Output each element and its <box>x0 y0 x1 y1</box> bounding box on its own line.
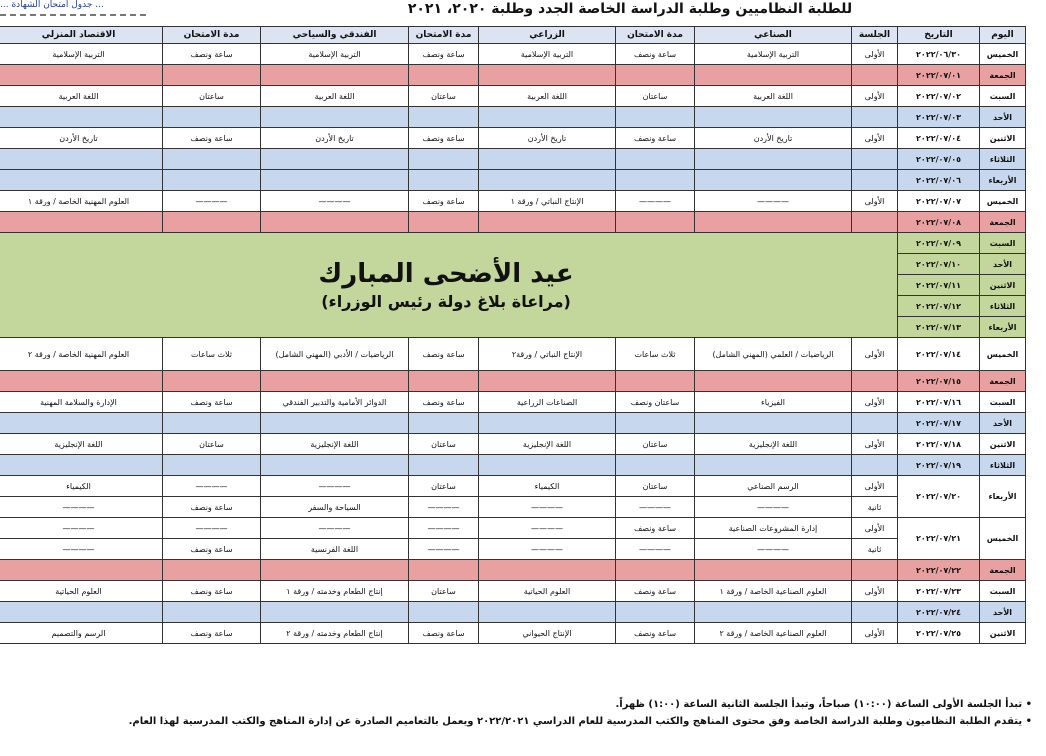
subject-cell: ساعة ونصف <box>409 44 479 65</box>
subject-cell: اللغة العربية <box>0 86 163 107</box>
empty-cell <box>616 455 695 476</box>
session-cell: الأولى <box>852 518 898 539</box>
exam-schedule-table <box>0 26 1026 644</box>
subject-cell: الكيمياء <box>479 476 616 497</box>
subject-cell: اللغة العربية <box>261 86 409 107</box>
empty-cell <box>616 107 695 128</box>
table-row <box>0 86 1026 107</box>
table-row <box>0 149 1026 170</box>
table-row <box>0 338 1026 371</box>
day-cell: السبت <box>980 581 1026 602</box>
subject-cell: ———— <box>163 518 261 539</box>
empty-cell <box>409 602 479 623</box>
subject-cell: ساعة ونصف <box>616 623 695 644</box>
day-cell: الأحد <box>980 602 1026 623</box>
empty-cell <box>695 602 852 623</box>
subject-cell: ———— <box>695 497 852 518</box>
date-cell: ٢٠٢٢/٠٧/١٤ <box>898 338 980 371</box>
subject-cell: ساعة ونصف <box>409 128 479 149</box>
day-cell: الخميس <box>980 191 1026 212</box>
subject-cell: الرياضيات / العلمي (المهني الشامل) <box>695 338 852 371</box>
empty-cell <box>163 560 261 581</box>
date-cell: ٢٠٢٢/٠٦/٣٠ <box>898 44 980 65</box>
table-row <box>0 518 1026 539</box>
empty-cell <box>261 602 409 623</box>
subject-cell: ساعة ونصف <box>163 581 261 602</box>
subject-cell: التربية الإسلامية <box>0 44 163 65</box>
table-row <box>0 107 1026 128</box>
holiday-banner <box>0 233 898 338</box>
empty-cell <box>616 149 695 170</box>
day-cell: الأربعاء <box>980 170 1026 191</box>
empty-cell <box>852 455 898 476</box>
day-cell: السبت <box>980 392 1026 413</box>
session-cell: الأولى <box>852 476 898 497</box>
subject-cell: ———— <box>616 497 695 518</box>
subject-cell: ———— <box>261 191 409 212</box>
session-cell: الأولى <box>852 434 898 455</box>
day-cell: الاثنين <box>980 275 1026 296</box>
day-cell: الجمعة <box>980 212 1026 233</box>
day-cell: الاثنين <box>980 434 1026 455</box>
date-cell: ٢٠٢٢/٠٧/٢٣ <box>898 581 980 602</box>
col-day: اليوم <box>980 27 1026 44</box>
subject-cell: ساعتان <box>616 86 695 107</box>
subject-cell: تاريخ الأردن <box>695 128 852 149</box>
subject-cell: ساعة ونصف <box>616 128 695 149</box>
subject-cell: العلوم الحياتية <box>0 581 163 602</box>
empty-cell <box>616 560 695 581</box>
table-row <box>0 413 1026 434</box>
empty-cell <box>479 560 616 581</box>
subject-cell: الإدارة والسلامة المهنية <box>0 392 163 413</box>
subject-cell: ساعة ونصف <box>409 623 479 644</box>
empty-cell <box>695 560 852 581</box>
empty-cell <box>616 413 695 434</box>
subject-cell: اللغة الإنجليزية <box>479 434 616 455</box>
empty-cell <box>163 371 261 392</box>
session-cell: الأولى <box>852 338 898 371</box>
subject-cell: التربية الإسلامية <box>261 44 409 65</box>
subject-cell: اللغة العربية <box>695 86 852 107</box>
empty-cell <box>261 560 409 581</box>
friday-row <box>0 65 1026 86</box>
empty-cell <box>163 413 261 434</box>
subject-cell: العلوم المهنية الخاصة / ورقة ٢ <box>0 338 163 371</box>
date-cell: ٢٠٢٢/٠٧/١٠ <box>898 254 980 275</box>
subject-cell: ساعة ونصف <box>409 392 479 413</box>
empty-cell <box>0 149 163 170</box>
col-home-economics: الاقتصاد المنزلي <box>0 27 163 44</box>
empty-cell <box>479 413 616 434</box>
empty-cell <box>0 413 163 434</box>
day-cell: الخميس <box>980 518 1026 560</box>
subject-cell: ساعة ونصف <box>163 44 261 65</box>
subject-cell: ———— <box>0 497 163 518</box>
subject-cell: ساعتان <box>163 434 261 455</box>
empty-cell <box>163 170 261 191</box>
empty-cell <box>261 413 409 434</box>
subject-cell: ساعة ونصف <box>163 128 261 149</box>
subject-cell: العلوم الحياتية <box>479 581 616 602</box>
day-cell: الثلاثاء <box>980 296 1026 317</box>
empty-cell <box>852 413 898 434</box>
subject-cell: ———— <box>163 191 261 212</box>
subject-cell: إنتاج الطعام وخدمته / ورقة ١ <box>261 581 409 602</box>
date-cell: ٢٠٢٢/٠٧/٠٦ <box>898 170 980 191</box>
empty-cell <box>479 107 616 128</box>
empty-cell <box>479 371 616 392</box>
subject-cell: ———— <box>409 539 479 560</box>
day-cell: الأحد <box>980 107 1026 128</box>
table-row <box>0 128 1026 149</box>
subject-cell: الكيمياء <box>0 476 163 497</box>
day-cell: السبت <box>980 86 1026 107</box>
empty-cell <box>261 170 409 191</box>
subject-cell: ساعتان ونصف <box>616 392 695 413</box>
subject-cell: الرسم الصناعي <box>695 476 852 497</box>
subject-cell: ساعة ونصف <box>163 539 261 560</box>
friday-row <box>0 560 1026 581</box>
subject-cell: اللغة الإنجليزية <box>261 434 409 455</box>
subject-cell: ———— <box>479 539 616 560</box>
empty-cell <box>695 65 852 86</box>
empty-cell <box>616 371 695 392</box>
empty-cell <box>0 602 163 623</box>
table-row <box>0 170 1026 191</box>
date-cell: ٢٠٢٢/٠٧/١٢ <box>898 296 980 317</box>
col-duration: مدة الامتحان <box>409 27 479 44</box>
subject-cell: ———— <box>616 191 695 212</box>
empty-cell <box>163 212 261 233</box>
subject-cell: ثلاث ساعات <box>163 338 261 371</box>
empty-cell <box>479 170 616 191</box>
subject-cell: ساعتان <box>409 581 479 602</box>
empty-cell <box>695 107 852 128</box>
subject-cell: اللغة العربية <box>479 86 616 107</box>
empty-cell <box>616 602 695 623</box>
day-cell: الاثنين <box>980 128 1026 149</box>
empty-cell <box>409 413 479 434</box>
empty-cell <box>695 149 852 170</box>
empty-cell <box>409 65 479 86</box>
table-row <box>0 44 1026 65</box>
subject-cell: ———— <box>0 518 163 539</box>
empty-cell <box>852 212 898 233</box>
subject-cell: ———— <box>261 518 409 539</box>
subject-cell: ساعة ونصف <box>163 623 261 644</box>
friday-row <box>0 371 1026 392</box>
date-cell: ٢٠٢٢/٠٧/٢٤ <box>898 602 980 623</box>
subject-cell: ساعتان <box>409 86 479 107</box>
subject-cell: ثلاث ساعات <box>616 338 695 371</box>
empty-cell <box>0 371 163 392</box>
session-cell: الأولى <box>852 623 898 644</box>
col-agricultural: الزراعي <box>479 27 616 44</box>
date-cell: ٢٠٢٢/٠٧/٠٢ <box>898 86 980 107</box>
subject-cell: ساعتان <box>409 434 479 455</box>
day-cell: الأربعاء <box>980 476 1026 518</box>
empty-cell <box>695 371 852 392</box>
subject-cell: الرسم والتصميم <box>0 623 163 644</box>
empty-cell <box>409 212 479 233</box>
date-cell: ٢٠٢٢/٠٧/١٣ <box>898 317 980 338</box>
session-cell: الأولى <box>852 392 898 413</box>
col-duration: مدة الامتحان <box>616 27 695 44</box>
empty-cell <box>852 371 898 392</box>
day-cell: الأربعاء <box>980 317 1026 338</box>
day-cell: الجمعة <box>980 65 1026 86</box>
holiday-row <box>0 233 1026 254</box>
subject-cell: العلوم الصناعية الخاصة / ورقة ١ <box>695 581 852 602</box>
empty-cell <box>695 455 852 476</box>
empty-cell <box>261 371 409 392</box>
empty-cell <box>852 602 898 623</box>
day-cell: الجمعة <box>980 560 1026 581</box>
subject-cell: اللغة الفرنسية <box>261 539 409 560</box>
day-cell: الجمعة <box>980 371 1026 392</box>
empty-cell <box>0 455 163 476</box>
empty-cell <box>852 170 898 191</box>
date-cell: ٢٠٢٢/٠٧/٠٩ <box>898 233 980 254</box>
date-cell: ٢٠٢٢/٠٧/٢٠ <box>898 476 980 518</box>
note-2: • يتقدم الطلبة النظاميون وطلبة الدراسة الخاصة وفق محتوى المناهج والكتب المدرسية للعام الدراسي ٢٠٢٢/٢٠٢١ ويعمل بالتعاميم الصادرة عن إدارة المناهج والكتب المدرسية لهذا العام. <box>128 716 1032 727</box>
subject-cell: ساعتان <box>616 476 695 497</box>
col-duration: مدة الامتحان <box>163 27 261 44</box>
empty-cell <box>261 107 409 128</box>
empty-cell <box>852 65 898 86</box>
date-cell: ٢٠٢٢/٠٧/١٨ <box>898 434 980 455</box>
subject-cell: السياحة والسفر <box>261 497 409 518</box>
holiday-subtitle: (مراعاة بلاغ دولة رئيس الوزراء) <box>321 292 571 311</box>
day-cell: الخميس <box>980 44 1026 65</box>
table-row <box>0 191 1026 212</box>
empty-cell <box>695 413 852 434</box>
table-row <box>0 455 1026 476</box>
date-cell: ٢٠٢٢/٠٧/١٥ <box>898 371 980 392</box>
date-cell: ٢٠٢٢/٠٧/٢١ <box>898 518 980 560</box>
subject-cell: اللغة الإنجليزية <box>0 434 163 455</box>
subject-cell: ساعة ونصف <box>616 44 695 65</box>
empty-cell <box>616 65 695 86</box>
date-cell: ٢٠٢٢/٠٧/٠١ <box>898 65 980 86</box>
header-fragment: ... جدول امتحان الشهادة ... <box>0 0 146 16</box>
date-cell: ٢٠٢٢/٠٧/٢٢ <box>898 560 980 581</box>
empty-cell <box>0 107 163 128</box>
notes <box>0 696 1032 730</box>
table-row <box>0 602 1026 623</box>
subject-cell: اللغة الإنجليزية <box>695 434 852 455</box>
empty-cell <box>479 455 616 476</box>
subject-cell: الإنتاج الحيواني <box>479 623 616 644</box>
subject-cell: ———— <box>695 191 852 212</box>
session-cell: الأولى <box>852 128 898 149</box>
session-cell: الأولى <box>852 581 898 602</box>
date-cell: ٢٠٢٢/٠٧/١٦ <box>898 392 980 413</box>
subject-cell: ساعتان <box>163 86 261 107</box>
subject-cell: ———— <box>695 539 852 560</box>
empty-cell <box>0 212 163 233</box>
subject-cell: الصناعات الزراعية <box>479 392 616 413</box>
subject-cell: الدوائر الأمامية والتدبير الفندقي <box>261 392 409 413</box>
empty-cell <box>479 212 616 233</box>
table-row <box>0 476 1026 497</box>
session-cell: الأولى <box>852 86 898 107</box>
session-cell: ثانية <box>852 497 898 518</box>
empty-cell <box>261 65 409 86</box>
empty-cell <box>163 455 261 476</box>
subject-cell: تاريخ الأردن <box>479 128 616 149</box>
subject-cell: ساعة ونصف <box>616 518 695 539</box>
empty-cell <box>409 560 479 581</box>
empty-cell <box>852 107 898 128</box>
table-row <box>0 497 1026 518</box>
date-cell: ٢٠٢٢/٠٧/٠٧ <box>898 191 980 212</box>
empty-cell <box>852 560 898 581</box>
day-cell: السبت <box>980 233 1026 254</box>
empty-cell <box>0 560 163 581</box>
note-1: • تبدأ الجلسة الأولى الساعة (١٠:٠٠) صباحاً، وتبدأ الجلسة الثانية الساعة (١:٠٠) ظهراً. <box>615 699 1032 710</box>
day-cell: الخميس <box>980 338 1026 371</box>
date-cell: ٢٠٢٢/٠٧/١٧ <box>898 413 980 434</box>
table-row <box>0 539 1026 560</box>
col-industrial: الصناعي <box>695 27 852 44</box>
empty-cell <box>479 65 616 86</box>
col-date: التاريخ <box>898 27 980 44</box>
subject-cell: ———— <box>479 518 616 539</box>
session-cell: الأولى <box>852 44 898 65</box>
subject-cell: ساعة ونصف <box>163 497 261 518</box>
empty-cell <box>0 65 163 86</box>
empty-cell <box>695 212 852 233</box>
empty-cell <box>261 455 409 476</box>
empty-cell <box>163 65 261 86</box>
subject-cell: ساعتان <box>409 476 479 497</box>
subject-cell: الفيزياء <box>695 392 852 413</box>
date-cell: ٢٠٢٢/٠٧/١٩ <box>898 455 980 476</box>
empty-cell <box>409 107 479 128</box>
subject-cell: التربية الإسلامية <box>695 44 852 65</box>
date-cell: ٢٠٢٢/٠٧/٠٥ <box>898 149 980 170</box>
empty-cell <box>695 170 852 191</box>
date-cell: ٢٠٢٢/٠٧/٢٥ <box>898 623 980 644</box>
empty-cell <box>479 149 616 170</box>
empty-cell <box>409 170 479 191</box>
subject-cell: ———— <box>616 539 695 560</box>
subject-cell: تاريخ الأردن <box>0 128 163 149</box>
empty-cell <box>479 602 616 623</box>
day-cell: الثلاثاء <box>980 455 1026 476</box>
empty-cell <box>409 455 479 476</box>
empty-cell <box>163 602 261 623</box>
day-cell: الثلاثاء <box>980 149 1026 170</box>
empty-cell <box>0 170 163 191</box>
table-row <box>0 392 1026 413</box>
subject-cell: ———— <box>261 476 409 497</box>
subject-cell: ساعة ونصف <box>163 392 261 413</box>
empty-cell <box>409 371 479 392</box>
empty-cell <box>852 149 898 170</box>
day-cell: الأحد <box>980 254 1026 275</box>
subject-cell: التربية الإسلامية <box>479 44 616 65</box>
empty-cell <box>163 107 261 128</box>
subject-cell: إدارة المشروعات الصناعية <box>695 518 852 539</box>
date-cell: ٢٠٢٢/٠٧/١١ <box>898 275 980 296</box>
subject-cell: ساعة ونصف <box>409 338 479 371</box>
date-cell: ٢٠٢٢/٠٧/٠٨ <box>898 212 980 233</box>
empty-cell <box>163 149 261 170</box>
subject-cell: ———— <box>163 476 261 497</box>
subject-cell: الإنتاج النباتي / ورقة ١ <box>479 191 616 212</box>
empty-cell <box>409 149 479 170</box>
subject-cell: الإنتاج النباتي / ورقة٢ <box>479 338 616 371</box>
subject-cell: ———— <box>0 539 163 560</box>
subject-cell: ———— <box>409 497 479 518</box>
session-cell: ثانية <box>852 539 898 560</box>
day-cell: الأحد <box>980 413 1026 434</box>
friday-row <box>0 212 1026 233</box>
table-row <box>0 434 1026 455</box>
table-row <box>0 581 1026 602</box>
holiday-title: عيد الأضحى المبارك <box>318 259 574 289</box>
empty-cell <box>616 212 695 233</box>
subject-cell: العلوم المهنية الخاصة / ورقة ١ <box>0 191 163 212</box>
empty-cell <box>616 170 695 191</box>
day-cell: الاثنين <box>980 623 1026 644</box>
subject-cell: تاريخ الأردن <box>261 128 409 149</box>
empty-cell <box>261 149 409 170</box>
subject-cell: ———— <box>479 497 616 518</box>
subject-cell: العلوم الصناعية الخاصة / ورقة ٢ <box>695 623 852 644</box>
col-session: الجلسة <box>852 27 898 44</box>
header-row <box>0 27 1026 44</box>
subject-cell: ساعة ونصف <box>409 191 479 212</box>
subject-cell: ساعة ونصف <box>616 581 695 602</box>
subject-cell: ساعتان <box>616 434 695 455</box>
session-cell: الأولى <box>852 191 898 212</box>
page-title: للطلبة النظاميين وطلبة الدراسة الخاصة الجدد وطلبة ٢٠٢٠، ٢٠٢١ <box>407 1 853 17</box>
col-hotel-tourism: الفندقي والسياحي <box>261 27 409 44</box>
empty-cell <box>261 212 409 233</box>
subject-cell: ———— <box>409 518 479 539</box>
subject-cell: إنتاج الطعام وخدمته / ورقة ٢ <box>261 623 409 644</box>
date-cell: ٢٠٢٢/٠٧/٠٤ <box>898 128 980 149</box>
table-row <box>0 623 1026 644</box>
date-cell: ٢٠٢٢/٠٧/٠٣ <box>898 107 980 128</box>
subject-cell: الرياضيات / الأدبي (المهني الشامل) <box>261 338 409 371</box>
